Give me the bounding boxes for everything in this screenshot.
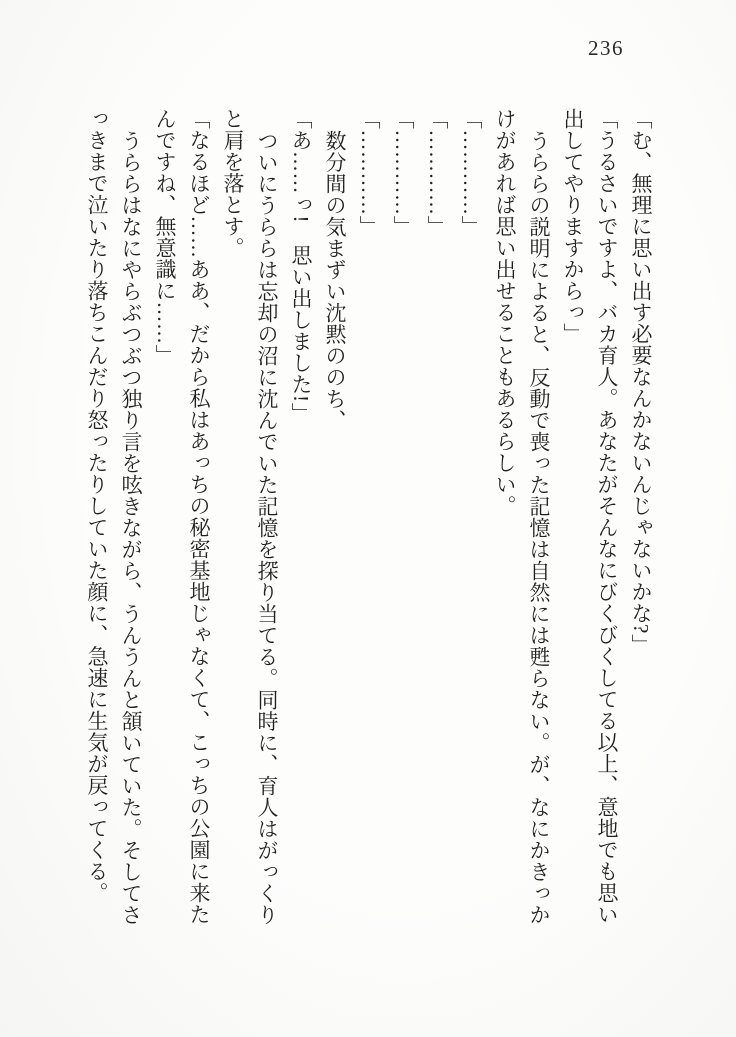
text-line: 「…………」 [425, 108, 449, 237]
page-number: 236 [588, 36, 624, 60]
text-line: けがあれば思い出せることもあるらしい。 [493, 108, 517, 517]
text-line: 「あ……っ! 思い出しました!」 [289, 108, 313, 424]
text-line: ついにうららは忘却の沼に沈んでいた記憶を探り当てる。同時に、育人はがっくり [255, 129, 279, 925]
text-line: うららの説明によると、反動で喪った記憶は自然には甦らない。が、なにかきっか [527, 129, 551, 925]
text-line: 「…………」 [357, 108, 381, 237]
text-line: 「む、無理に思い出す必要なんかないんじゃないかな?」 [629, 108, 653, 656]
text-line: 「…………」 [391, 108, 415, 237]
text-line: と肩を落とす。 [221, 108, 245, 259]
text-line: うららはなにやらぶつぶつ独り言を呟きながら、うんうんと頷いていた。そしてさ [119, 129, 143, 925]
text-line: 「…………」 [459, 108, 483, 237]
text-line: 出してやりますからっ」 [561, 108, 585, 345]
page-text [80, 108, 658, 948]
text-line: んですね、無意識に……」 [153, 108, 177, 366]
text-line: 数分間の気まずい沈黙ののち、 [323, 129, 347, 431]
text-line: 「うるさいですよ、バカ育人。あなたがそんなにびくびくしてる以上、意地でも思い [595, 108, 619, 925]
text-line: 「なるほど……ああ、だから私はあっちの秘密基地じゃなくて、こっちの公園に来た [187, 108, 211, 925]
text-line: っきまで泣いたり落ちこんだり怒ったりしていた顔に、急速に生気が戻ってくる。 [85, 108, 109, 904]
